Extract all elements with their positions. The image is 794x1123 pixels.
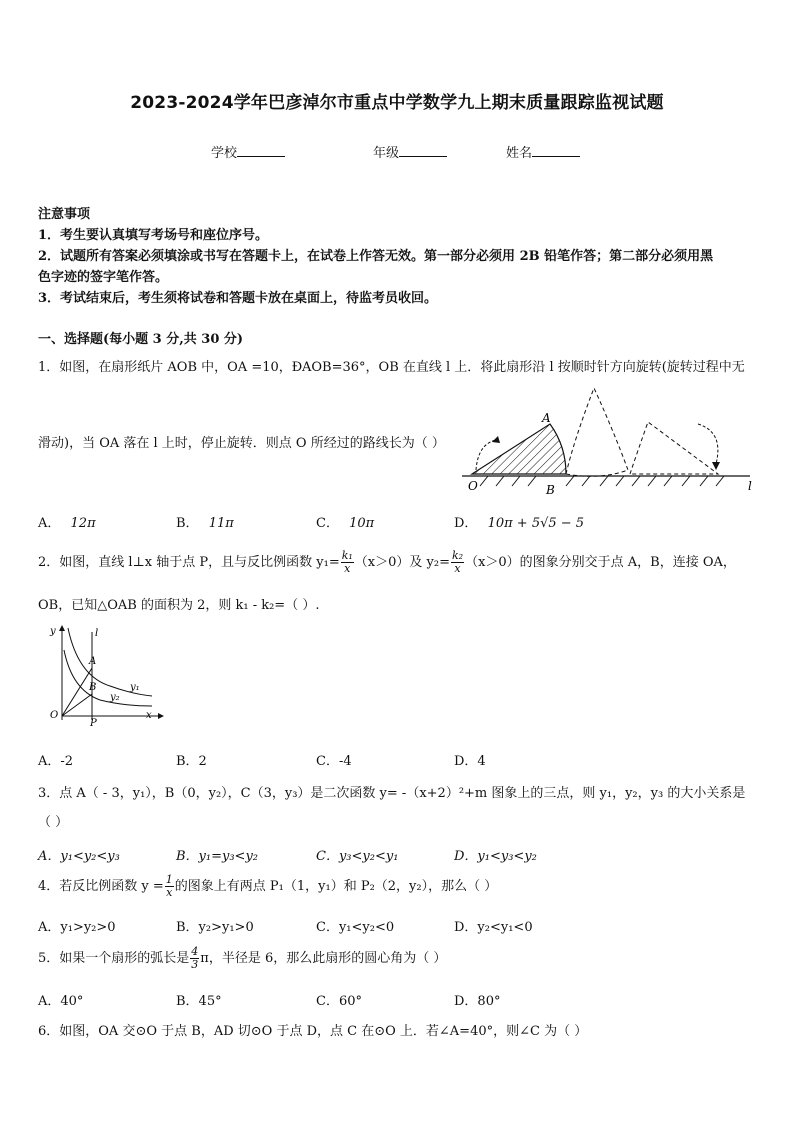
q1-figure: [458, 380, 758, 496]
grade-field: [373, 142, 447, 161]
frac-num: 1: [165, 873, 173, 886]
arrow-head-left: [492, 436, 500, 443]
name-blank: [532, 143, 580, 157]
sector-rotated-1: [566, 388, 628, 476]
note-item: 3．考试结束后，考生须将试卷和答题卡放在桌面上，待监考员收回。: [38, 291, 438, 306]
label-x: x: [146, 710, 152, 721]
frac-den: x: [166, 886, 173, 899]
q3-line2: （ ）: [38, 815, 69, 830]
q2-option-b: B．2: [176, 754, 207, 769]
label-l: l: [748, 479, 752, 493]
q4-text-a: 4．若反比例函数 y =: [38, 879, 164, 894]
label-p: P: [90, 718, 97, 728]
q4-option-d: D．y₂<y₁<0: [454, 920, 533, 935]
option-value: 12π: [70, 516, 96, 531]
name-field: [506, 142, 580, 161]
q5-option-a: A．40°: [38, 994, 84, 1009]
q1-line2: 滑动)，当 OA 落在 l 上时，停止旋转．则点 O 所经过的路线长为（ ）: [38, 436, 445, 451]
frac-den: x: [454, 562, 461, 575]
ground-hatching: [480, 476, 724, 486]
q5-text-b: π，半径是 6，那么此扇形的圆心角为（ ）: [200, 951, 447, 966]
q4-option-b: B．y₂>y₁>0: [176, 920, 254, 935]
q2-option-c: C．-4: [316, 754, 352, 769]
curve-y2: [64, 650, 152, 706]
q3-line1: 3．点 A（ - 3，y₁），B（0，y₂），C（3，y₃）是二次函数 y= -（x+2）²+m 图象上的三点，则 y₁，y₂，y₃ 的大小关系是: [38, 786, 746, 801]
q2-figure: [40, 620, 170, 728]
school-field: [211, 142, 285, 161]
option-label: A．: [38, 516, 61, 531]
q2-text-c: （x＞0）的图象分别交于点 A，B，连接 OA，: [465, 555, 736, 570]
page-title: 2023-2024学年巴彦淖尔市重点中学数学九上期末质量跟踪监视试题: [130, 93, 664, 113]
q1-option-d: [454, 512, 584, 531]
x-axis-arrow: [158, 713, 164, 719]
q2-line1: [38, 550, 736, 575]
arrow-head-right: [712, 462, 720, 470]
option-label: B．: [176, 516, 199, 531]
q4-option-c: C．y₁<y₂<0: [316, 920, 395, 935]
label-y2: y₂: [110, 692, 120, 703]
segment-oa: [62, 668, 92, 716]
notes-heading: 注意事项: [38, 207, 91, 222]
label-b: B: [546, 483, 555, 496]
q4-option-a: A．y₁>y₂>0: [38, 920, 116, 935]
q5-option-b: B．45°: [176, 994, 222, 1009]
frac-num: 4: [191, 945, 199, 958]
y-axis-arrow: [59, 625, 65, 631]
q1-option-a: [38, 512, 96, 531]
q3-option-b: B．y₁=y₃<y₂: [176, 849, 259, 864]
q1-line1: 1．如图，在扇形纸片 AOB 中，OA =10，ÐAOB=36°，OB 在直线 l 上．将此扇形沿 l 按顺时针方向旋转(旋转过程中无: [38, 360, 745, 375]
name-label: 姓名: [506, 146, 533, 161]
frac-num: k₂: [451, 549, 464, 562]
q2-option-d: D．4: [454, 754, 486, 769]
sector-aob: [472, 424, 566, 474]
q2-text-b: （x＞0）及 y₂=: [354, 555, 450, 570]
segment-ob: [62, 694, 92, 716]
fraction-1-x: [165, 874, 174, 899]
frac-num: k₁: [341, 549, 353, 562]
q4-line1: [38, 874, 497, 899]
section-heading: 一、选择题(每小题 3 分,共 30 分): [38, 332, 244, 347]
option-label: C．: [316, 516, 339, 531]
grade-label: 年级: [373, 146, 400, 161]
note-item: 2．试题所有答案必须填涂或书写在答题卡上，在试卷上作答无效。第一部分必须用 2B 铅笔作答；第二部分必须用黑: [38, 249, 714, 264]
q5-option-c: C．60°: [316, 994, 362, 1009]
q2-line2: OB，已知△OAB 的面积为 2，则 k₁ - k₂=（ ）.: [38, 598, 320, 613]
label-y1: y₁: [130, 682, 140, 693]
note-item: 1．考生要认真填写考场号和座位序号。: [38, 228, 269, 243]
fraction-k2-x: [451, 550, 464, 575]
option-value: 11π: [208, 516, 234, 531]
option-value: 10π + 5√5 − 5: [487, 516, 585, 531]
q3-option-a: A．y₁<y₂<y₃: [38, 849, 120, 864]
q5-text-a: 5．如果一个扇形的弧长是: [38, 951, 190, 966]
frac-den: x: [344, 562, 351, 575]
school-label: 学校: [211, 146, 238, 161]
fraction-k1-x: [341, 550, 354, 575]
label-o: O: [468, 479, 478, 493]
q1-option-b: [176, 512, 234, 531]
sector-rotated-2: [630, 422, 718, 474]
note-item: 色字迹的签字笔作答。: [38, 270, 169, 285]
label-l: l: [95, 628, 99, 639]
q3-option-d: D．y₁<y₃<y₂: [454, 849, 537, 864]
q3-option-c: C．y₃<y₂<y₁: [316, 849, 399, 864]
label-o: O: [50, 710, 59, 721]
grade-blank: [399, 143, 447, 157]
label-a: A: [89, 656, 97, 667]
label-b: B: [89, 682, 97, 693]
frac-den: 3: [191, 958, 199, 971]
q6-line1: 6．如图，OA 交⊙O 于点 B，AD 切⊙O 于点 D，点 C 在⊙O 上．若∠A=40°，则∠C 为（ ）: [38, 1024, 588, 1039]
q2-option-a: A．-2: [38, 754, 74, 769]
label-y: y: [50, 626, 56, 637]
option-value: 10π: [349, 516, 375, 531]
q2-text-a: 2．如图，直线 l⊥x 轴于点 P，且与反比例函数 y₁=: [38, 555, 340, 570]
fraction-4-3: [190, 946, 199, 971]
q5-line1: [38, 946, 446, 971]
q5-option-d: D．80°: [454, 994, 501, 1009]
q4-text-b: 的图象上有两点 P₁（1，y₁）和 P₂（2，y₂），那么（ ）: [174, 879, 498, 894]
option-label: D．: [454, 516, 478, 531]
school-blank: [237, 143, 285, 157]
rotation-arrow-right: [698, 424, 718, 464]
q1-option-c: [316, 512, 374, 531]
label-a: A: [542, 411, 551, 425]
